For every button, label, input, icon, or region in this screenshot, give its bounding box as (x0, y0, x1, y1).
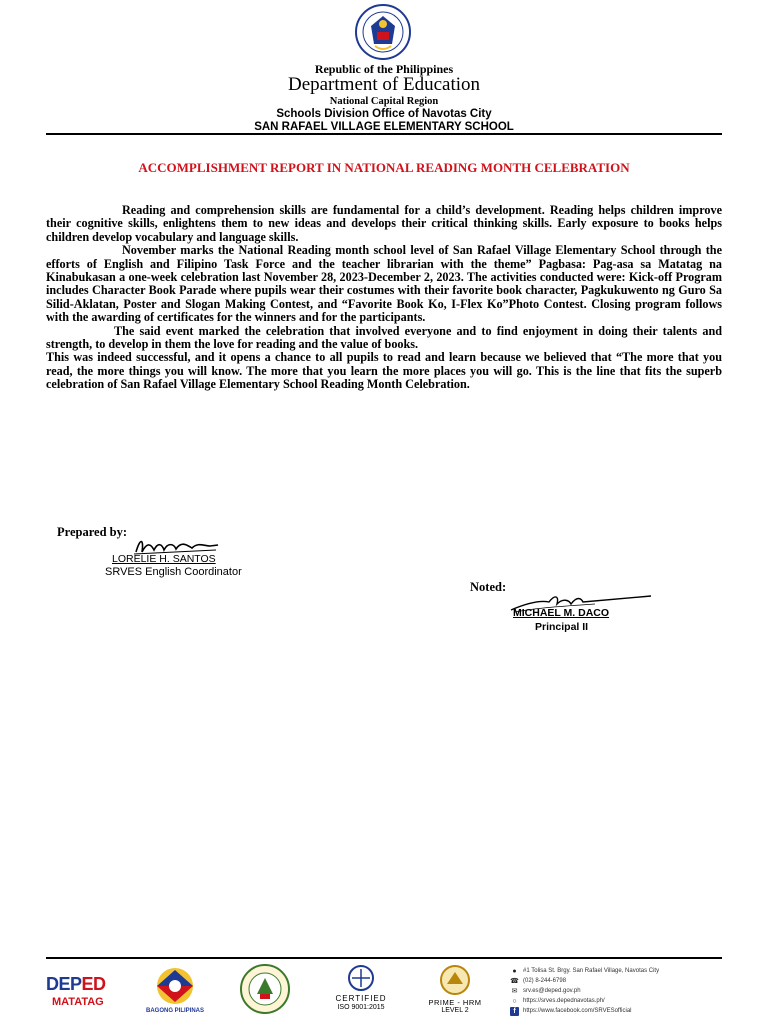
web-icon: ○ (512, 997, 517, 1005)
header-republic: Republic of the Philippines (314, 62, 454, 76)
contact-email[interactable]: ✉ srv.es@deped.gov.ph (511, 988, 581, 995)
header-region: National Capital Region (329, 96, 439, 107)
deped-word-1: DEP (46, 974, 82, 994)
header-division: Schools Division Office of Navotas City (276, 108, 492, 120)
bagong-pilipinas-emblem-icon (144, 964, 206, 1008)
location-icon: ● (512, 967, 517, 975)
iso-label: ISO 9001:2015 (337, 1004, 385, 1011)
prime-hrm-logo (420, 964, 490, 1016)
bagong-pilipinas-logo (144, 964, 206, 1016)
footer-divider (46, 957, 722, 959)
contact-facebook[interactable]: f https://www.facebook.com/SRVESofficial (510, 1006, 720, 1016)
prepared-by-label: Prepared by: (57, 525, 128, 539)
noted-name: MICHAEL M. DACO (513, 607, 610, 619)
contact-address: ● #1 Tolisa St. Brgy. San Rafael Village, Navotas City (510, 966, 720, 976)
paragraph-2: November marks the National Reading month school level of San Rafael Village Elementary School through the efforts of English and Filipino Task Force and the teacher librarian with the theme” Pagbasa: Pag-asa sa Matatag na Kinabukasan a one-week celebration last November 28, 2023-December 2, 2023. The activities conducted were: Kick-off Program includes Character Book Parade where pupils wear their costumes with their favorite book character, Pagkukuwento ng Guro Sa Silid-Aklatan, Poster and Slogan Making Contest, and “Favorite Book Ko, I-Flex Ko”Photo Contest. Closing program follows with the awarding of certificates for the winners and for the participants. (46, 243, 722, 325)
paragraph-1: Reading and comprehension skills are fundamental for a child’s development. Reading helps children improve their cognitive skills, enlightens them to new ideas and develops their critical thinking skills. Early exposure to books helps children develop vocabulary and language skills. (46, 203, 722, 244)
report-body (46, 204, 722, 392)
prepared-name: LORELIE H. SANTOS (112, 553, 216, 565)
email-icon: ✉ (511, 988, 518, 995)
header-department: Department of Education (287, 74, 481, 95)
deped-seal-logo (355, 4, 411, 60)
tocsi-certified-logo (332, 964, 390, 1016)
deped-word-2: ED (81, 974, 106, 994)
noted-label: Noted: (470, 580, 507, 594)
facebook-icon: f (510, 1007, 519, 1016)
prime-level-label: LEVEL 2 (441, 1007, 469, 1014)
header-divider (46, 133, 722, 135)
contact-website[interactable]: ○ https://srves.depednavotas.ph/ (510, 996, 720, 1006)
contact-phone: ☎ (02) 8-244-6798 (510, 978, 567, 985)
paragraph-3: The said event marked the celebration that involved everyone and to find enjoyment in doing their talents and strength, to develop in them the love for reading and the value of books. (46, 323, 722, 352)
paragraph-4: This was indeed successful, and it opens a chance to all pupils to read and learn because we believed that “The more that you read, the more things you will know. The more that you learn the more places you will go. This is the line that fits the superb celebration of San Rafael Village Elementary School Reading Month Celebration. (46, 350, 722, 392)
certified-label: CERTIFIED (335, 994, 387, 1003)
prime-hrm-emblem-icon (420, 964, 490, 998)
deped-matatag-logo (46, 966, 112, 1016)
header-school: SAN RAFAEL VILLAGE ELEMENTARY SCHOOL (254, 121, 514, 133)
report-title: ACCOMPLISHMENT REPORT IN NATIONAL READING MONTH CELEBRATION (138, 160, 630, 175)
prepared-position: SRVES English Coordinator (105, 566, 242, 578)
prime-hrm-label: PRIME - HRM (428, 998, 482, 1007)
bagong-pilipinas-label: BAGONG PILIPINAS (145, 1008, 204, 1014)
school-seal-logo (240, 964, 290, 1014)
tocsi-emblem-icon (332, 964, 390, 994)
phone-icon: ☎ (510, 978, 519, 985)
noted-position: Principal II (535, 621, 589, 633)
contact-info (510, 966, 720, 1016)
matatag-label: MATATAG (52, 996, 104, 1008)
